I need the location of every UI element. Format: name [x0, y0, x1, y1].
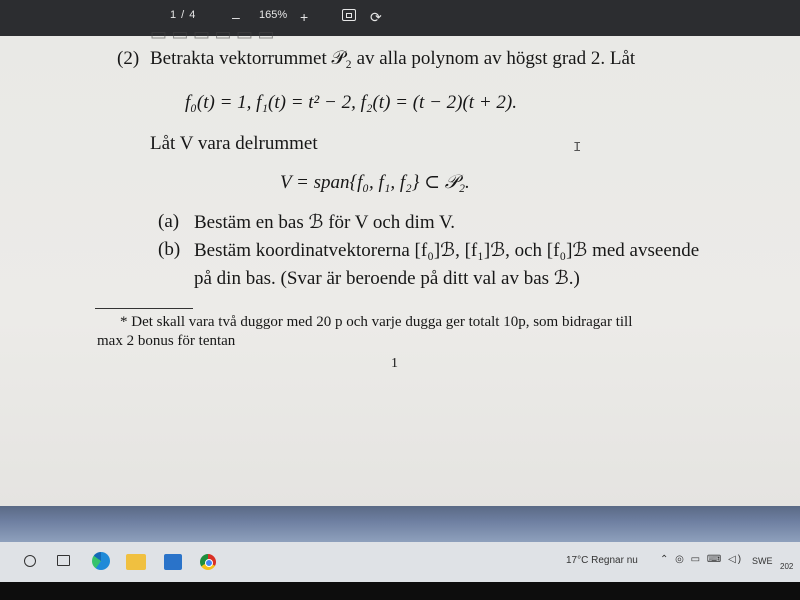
edge-browser-icon[interactable]	[92, 552, 110, 570]
page-indicator[interactable]: 1 / 4	[170, 9, 197, 21]
document-page	[0, 24, 800, 506]
part-a-text: Bestäm en bas ℬ för V och dim V.	[194, 212, 456, 233]
weather-widget[interactable]: 17°C Regnar nu	[566, 555, 638, 566]
span-formula: V = span{f₀, f₁, f₂} ⊂ 𝒫₂.	[280, 172, 470, 193]
footnote-line2: max 2 bonus för tentan	[97, 333, 236, 349]
system-tray-icons[interactable]: ⌃ ◎ ▭ ⌨ ◁)	[660, 554, 744, 565]
part-a-label: (a)	[158, 211, 180, 232]
fit-page-icon[interactable]	[342, 9, 356, 21]
question-number: (2)	[117, 48, 140, 69]
question-text: Betrakta vektorrummet 𝒫₂ av alla polynom av högst grad 2. Låt	[150, 48, 636, 69]
part-b-text-line1: Bestäm koordinatvektorerna [f₀]ℬ, [f₁]ℬ, och [f₀]ℬ med avseende	[194, 240, 700, 261]
language-indicator[interactable]: SWE	[752, 556, 773, 566]
chrome-browser-icon[interactable]	[200, 554, 216, 570]
screen-bezel	[0, 582, 800, 600]
taskbar	[0, 542, 800, 582]
part-b-text-line2: på din bas. (Svar är beroende på ditt val av bas ℬ.)	[194, 268, 580, 289]
store-icon[interactable]	[164, 554, 182, 570]
pdf-toolbar	[0, 0, 800, 36]
zoom-in-button[interactable]: +	[300, 9, 309, 25]
zoom-out-button[interactable]: –	[232, 9, 240, 25]
zoom-level[interactable]: 165%	[259, 9, 288, 21]
footnote-line1: * Det skall vara två duggor med 20 p och varje dugga ger totalt 10p, som bidragar till	[120, 314, 633, 330]
task-view-icon[interactable]	[57, 555, 70, 566]
rotate-icon[interactable]: ⟳	[370, 9, 382, 25]
viewer-background	[0, 506, 800, 542]
search-circle-icon[interactable]	[24, 555, 36, 567]
file-explorer-icon[interactable]	[126, 554, 146, 570]
page-number: 1	[391, 356, 398, 371]
clipped-previous-line: ▭ ▭ ▭ ▭ ▭ ▭	[150, 24, 275, 44]
subspace-intro: Låt V vara delrummet	[150, 133, 318, 154]
text-cursor-icon: I	[573, 140, 582, 156]
function-definitions: f₀(t) = 1, f₁(t) = t² − 2, f₂(t) = (t − 2)(t + 2).	[185, 92, 517, 113]
part-b-label: (b)	[158, 239, 181, 260]
clock[interactable]: 202	[780, 562, 794, 571]
footnote-divider	[95, 308, 193, 309]
